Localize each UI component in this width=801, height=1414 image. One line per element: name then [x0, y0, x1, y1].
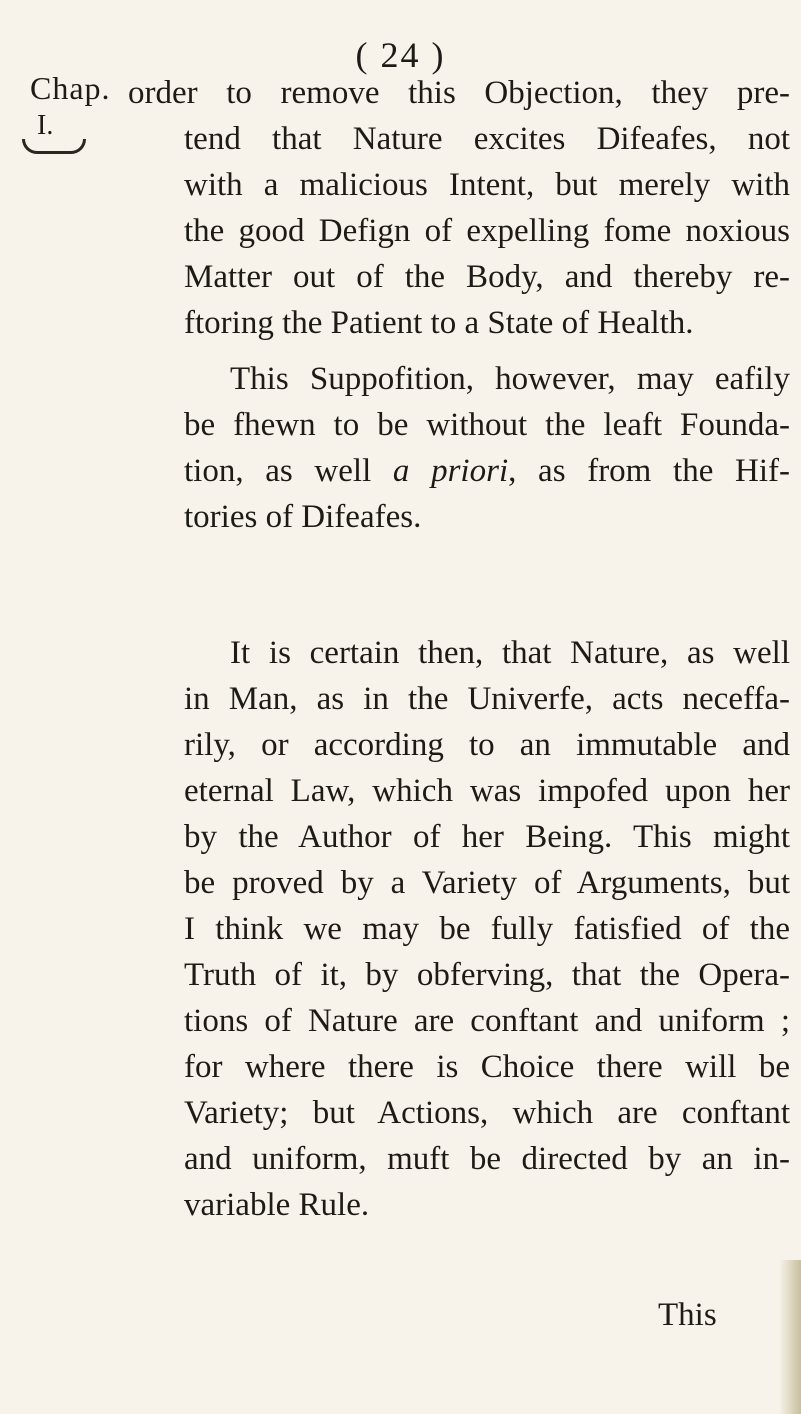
- text-line: tories of Difeafes.: [184, 499, 422, 535]
- text-line: variable Rule.: [184, 1187, 370, 1223]
- text-line: and uniform, muft be directed by an in-: [184, 1141, 790, 1177]
- italic-phrase: a priori: [392, 453, 509, 489]
- text-line: for where there is Choice there will be: [184, 1049, 790, 1085]
- text-line: rily, or according to an immutable and: [184, 727, 790, 763]
- text-line: the good Defign of expelling fome noxious: [184, 213, 790, 249]
- paragraph-1-indent: [184, 116, 790, 162]
- catchword: This: [658, 1297, 717, 1333]
- text-line: in Man, as in the Univerfe, acts neceffa-: [184, 681, 790, 717]
- text-line: eternal Law, which was impofed upon her: [184, 773, 790, 809]
- text-line: tions of Nature are conftant and uniform ;: [184, 1003, 790, 1039]
- chapter-number: I.: [37, 110, 54, 141]
- text-line: order to remove this Objection, they pre-: [128, 75, 790, 111]
- text-line: [184, 448, 790, 494]
- paragraph-3: [184, 676, 790, 1228]
- page-edge-shadow: [779, 1260, 801, 1414]
- paragraph-1: [128, 70, 790, 116]
- text-line: be proved by a Variety of Arguments, but: [184, 865, 790, 901]
- text-line: ftoring the Patient to a State of Health.: [184, 305, 694, 341]
- paragraph-1-rest: [184, 162, 790, 346]
- text-line: This Suppofition, however, may eafily: [230, 361, 790, 397]
- text-line: It is certain then, that Nature, as well: [230, 635, 790, 671]
- paragraph-2: [184, 402, 790, 540]
- text-line: I think we may be fully fatisfied of the: [184, 911, 790, 947]
- margin-bracket: [22, 139, 86, 154]
- paragraph-2-first: [230, 356, 790, 402]
- text-line: by the Author of her Being. This might: [184, 819, 790, 855]
- text-line: Truth of it, by obferving, that the Opera-: [184, 957, 790, 993]
- text-line: tend that Nature excites Difeafes, not: [184, 121, 790, 157]
- text-line: Matter out of the Body, and thereby re-: [184, 259, 790, 295]
- chapter-label: Chap.: [30, 70, 111, 106]
- text-line: be fhewn to be without the leaft Founda-: [184, 407, 790, 443]
- page-number: ( 24 ): [355, 35, 446, 75]
- paragraph-3-first: [230, 630, 790, 676]
- text-line: with a malicious Intent, but merely with: [184, 167, 790, 203]
- text-line: Variety; but Actions, which are conftant: [184, 1095, 790, 1131]
- text-fragment: tion, as well a priori, as from the Hif-: [184, 453, 790, 489]
